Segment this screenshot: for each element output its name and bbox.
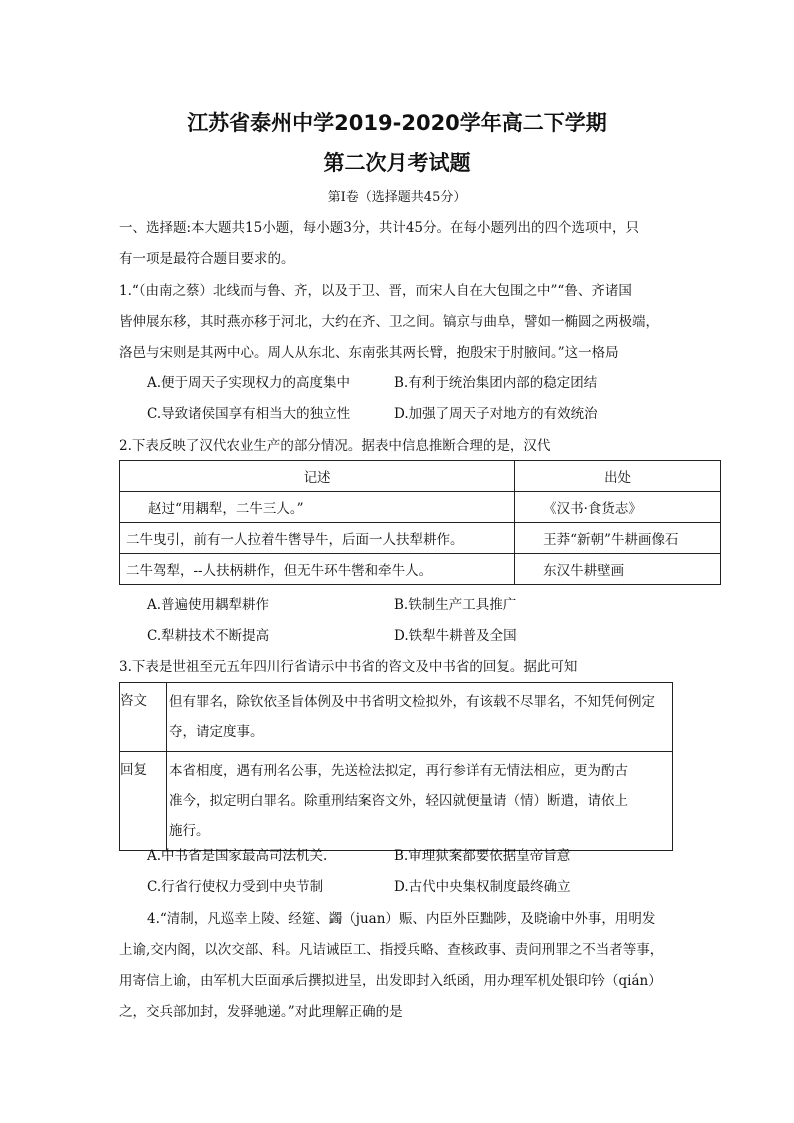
q4-stem-line-1: 4.“清制，凡巡幸上陵、经筵、蠲（juan）赈、内臣外臣黜陟，及晓谕中外事，用明发 — [147, 911, 656, 927]
table-row — [120, 492, 721, 523]
table-cell-line: 本省相度，遇有刑名公事，先送检法拟定，再行参详有无情法相应，更为酌古 — [169, 763, 628, 779]
q1-option-b: B.有利于统治集团内部的稳定团结 — [394, 375, 598, 391]
q2-table — [119, 460, 721, 585]
q1-stem-line-3: 洛邑与宋则是其两中心。周人从东北、东南张其两长臂，抱殷宋于肘腋间。”这一格局 — [119, 345, 619, 361]
table-row — [120, 554, 721, 585]
q1-option-d: D.加强了周天子对地方的有效统治 — [394, 406, 598, 422]
q2-option-c: C.犁耕技术不断提高 — [147, 628, 270, 644]
q1-stem-line-1: 1.“（由南之蔡）北线而与鲁、齐，以及于卫、晋，而宋人自在大包围之中”“鲁、齐诸国 — [119, 283, 632, 299]
table-cell — [167, 683, 673, 752]
q3-option-a: A.中书省是国家最高司法机关. — [147, 848, 328, 864]
q3-option-d: D.古代中央集权制度最终确立 — [394, 879, 571, 895]
q2-option-d: D.铁犁牛耕普及全国 — [394, 628, 517, 644]
table-row — [120, 683, 673, 752]
table-cell: 东汉牛耕壁画 — [515, 554, 721, 585]
q3-option-c: C.行省行使权力受到中央节制 — [147, 879, 324, 895]
table-header-row — [120, 461, 721, 492]
table-cell-line: 夺，请定度事。 — [169, 724, 264, 740]
table-cell-line: 但有罪名，除钦依圣旨体例及中书省明文检拟外，有该载不尽罪名，不知凭何例定 — [169, 694, 655, 710]
q3-option-b: B.审理狱案都要依据皇帝旨意 — [394, 848, 571, 864]
instructions-line-2: 有一项是最符合题目要求的。 — [119, 251, 295, 267]
exam-subtitle: 第二次月考试题 — [323, 151, 471, 175]
table-header-cell: 记述 — [120, 461, 515, 492]
q1-stem-line-2: 皆伸展东移，其时燕亦移于河北，大约在齐、卫之间。镐京与曲阜，譬如一椭圆之两极端， — [119, 314, 659, 330]
table-cell: 赵过“用耦犁，二牛三人。” — [120, 492, 515, 523]
table-cell-line: 施行。 — [169, 823, 210, 839]
q1-option-a: A.便于周天子实现权力的高度集中 — [147, 375, 351, 391]
instructions-line-1: 一、选择题:本大题共15小题，每小题3分，共计45分。在每小题列出的四个选项中，只 — [119, 220, 639, 236]
table-key-cell: 回复 — [120, 752, 167, 851]
table-cell: 《汉书·食货志》 — [515, 492, 721, 523]
table-cell: 二牛曳引，前有一人拉着牛辔导牛，后面一人扶犁耕作。 — [120, 523, 515, 554]
table-row — [120, 752, 673, 851]
q2-option-a: A.普遍使用耦犁耕作 — [147, 597, 270, 613]
table-header-cell: 出处 — [515, 461, 721, 492]
table-key-cell: 咨文 — [120, 683, 167, 752]
q3-table — [119, 682, 673, 851]
table-row — [120, 523, 721, 554]
table-cell-line: 准今，拟定明白罪名。除重刑结案咨文外，轻囚就便量请（情）断遣，请依上 — [169, 793, 628, 809]
q4-stem-line-4: 之，交兵部加封，发驿驰递。”对此理解正确的是 — [119, 1004, 403, 1020]
exam-title: 江苏省泰州中学2019-2020学年高二下学期 — [187, 111, 607, 135]
q1-option-c: C.导致诸侯国享有相当大的独立性 — [147, 406, 351, 422]
table-cell: 二牛驾犁，--人扶柄耕作，但无牛环牛辔和牵牛人。 — [120, 554, 515, 585]
q2-option-b: B.铁制生产工具推广 — [394, 597, 517, 613]
q2-stem: 2.下表反映了汉代农业生产的部分情况。据表中信息推断合理的是，汉代 — [119, 438, 551, 454]
section-title: 第I卷（选择题共45分） — [327, 190, 467, 205]
q3-stem: 3.下表是世祖至元五年四川行省请示中书省的咨文及中书省的回复。据此可知 — [119, 659, 578, 675]
table-cell: 王莽“新朝”牛耕画像石 — [515, 523, 721, 554]
q4-stem-line-2: 上谕,交内阁，以次交部、科。凡诘诫臣工、指授兵略、查核政事、责问刑罪之不当者等事， — [119, 942, 664, 958]
table-cell — [167, 752, 673, 851]
q4-stem-line-3: 用寄信上谕，由军机大臣面承后撰拟进呈，出发即封入纸函，用办理军机处银印钤（qián） — [119, 973, 662, 989]
